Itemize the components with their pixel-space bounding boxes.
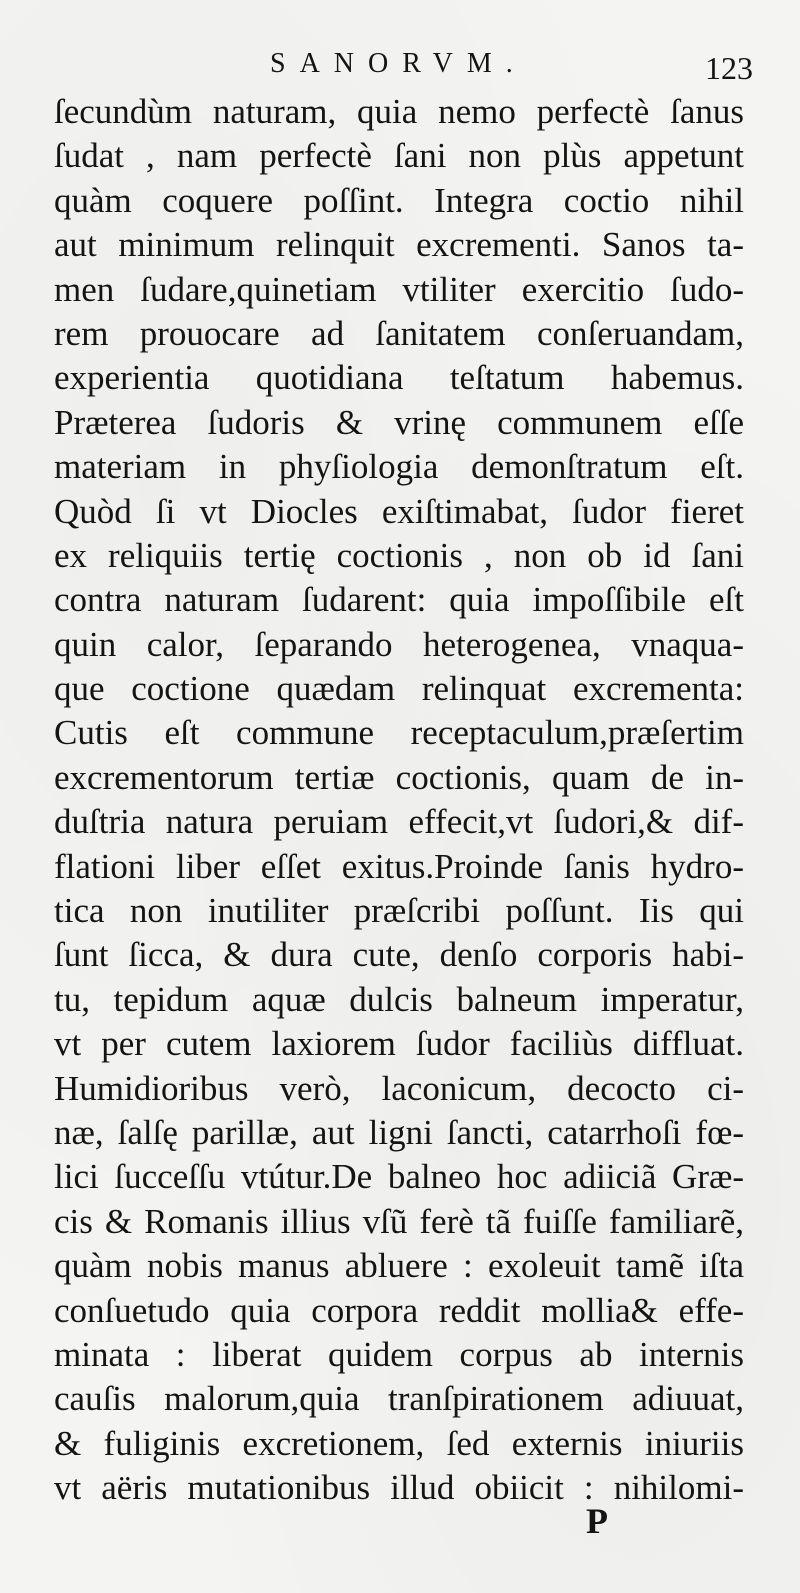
text-line: experientia quotidiana teſtatum habemus. [54,358,744,398]
text-line: ſecundùm naturam, quia nemo perfectè ſanus [54,92,744,131]
page-number: 123 [705,50,753,86]
text-line: lici ſucceſſu vtútur.De balneo hoc adiiciã Græ- [54,1157,744,1197]
text-line: conſuetudo quia corpora reddit mollia& effe- [54,1290,744,1330]
text-line: materiam in phyſiologia demonſtratum eſt. [54,447,744,487]
text-line: cauſis malorum,quia tranſpirationem adiuuat, [54,1379,744,1419]
body-text [54,90,744,1511]
page-header [0,48,800,92]
text-line: men ſudare,quinetiam vtiliter exercitio ſudo- [54,269,744,309]
text-line: rem prouocare ad ſanitatem conſeruandam, [54,313,744,353]
text-line: flationi liber eſſet exitus.Proinde ſanis hydro- [54,846,744,886]
text-line: Præterea ſudoris & vrinę communem eſſe [54,402,744,442]
text-line: ex reliquiis tertię coctionis , non ob id ſani [54,535,744,575]
text-line: que coctione quædam relinquat excrementa: [54,669,744,709]
text-line: ſunt ſicca, & dura cute, denſo corporis habi- [54,935,744,975]
text-line: quin calor, ſeparando heterogenea, vnaqua- [54,624,744,664]
text-line: excrementorum tertiæ coctionis, quam de in- [54,757,744,797]
text-line: aut minimum relinquit excrementi. Sanos ta- [54,225,744,265]
text-line: vt per cutem laxiorem ſudor faciliùs diffluat. [54,1024,744,1064]
text-line: quàm nobis manus abluere : exoleuit tamẽ iſta [54,1246,744,1286]
text-line: Cutis eſt commune receptaculum,præſertim [54,713,744,753]
text-line: tica non inutiliter præſcribi poſſunt. Iis qui [54,891,744,931]
running-head: SANORVM. [270,48,527,79]
text-line: Quòd ſi vt Diocles exiſtimabat, ſudor fieret [54,491,744,531]
text-line: minata : liberat quidem corpus ab internis [54,1334,744,1374]
text-line: quàm coquere poſſint. Integra coctio nihil [54,180,744,220]
text-line: vt aëris mutationibus illud obiicit : nihilomi- [54,1468,744,1508]
text-line: ſudat , nam perfectè ſani non plùs appetunt [54,136,744,176]
text-line: Humidioribus verò, laconicum, decocto ci- [54,1068,744,1108]
text-line: duſtria natura peruiam effecit,vt ſudori,& dif- [54,802,744,842]
text-line: cis & Romanis illius vſũ ferè tã fuiſſe familiarẽ, [54,1201,744,1241]
text-line: & fuliginis excretionem, ſed externis iniuriis [54,1423,744,1463]
catchword: P [586,1501,608,1541]
text-line: næ, ſalſę parillæ, aut ligni ſancti, catarrhoſi fœ- [54,1112,744,1152]
text-line: contra naturam ſudarent: quia impoſſibile eſt [54,580,744,620]
text-line: tu, tepidum aquæ dulcis balneum imperatur, [54,979,744,1019]
